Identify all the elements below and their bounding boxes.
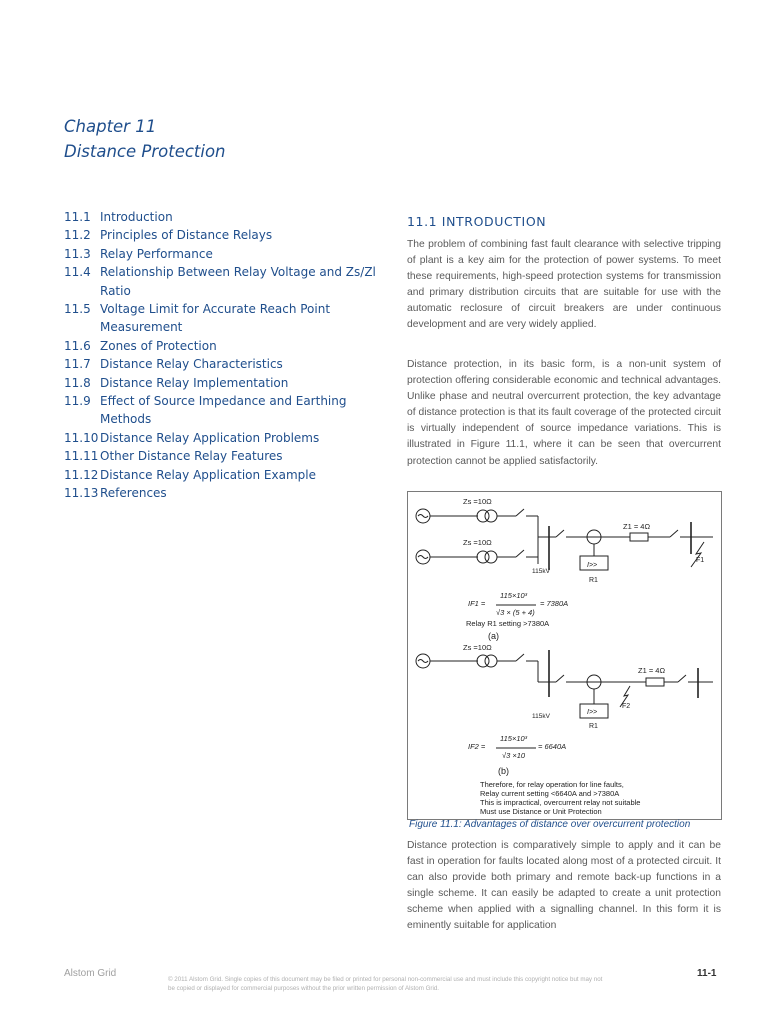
toc-number: 11.8 (64, 375, 91, 390)
toc-title: Introduction (100, 210, 173, 224)
toc-item[interactable] (64, 484, 384, 502)
table-of-contents (64, 208, 384, 503)
toc-title: Other Distance Relay Features (100, 449, 283, 464)
toc-number: 11.9 (64, 394, 91, 409)
toc-title: Distance Relay Application Problems (100, 430, 320, 445)
kv-label-b: 115kV (532, 713, 550, 720)
zs-label-a2: Zs =10Ω (463, 538, 492, 547)
chapter-title: Distance Protection (64, 142, 226, 161)
equation-a-result: = 7380A (540, 599, 569, 608)
zs-label-a1: Zs =10Ω (463, 497, 492, 506)
toc-item[interactable] (64, 374, 384, 392)
z1-label-b: Z1 = 4Ω (638, 666, 666, 675)
footer-company: Alstom Grid (64, 968, 117, 979)
toc-title: Distance Relay Characteristics (100, 357, 283, 372)
toc-title: Relationship Between Relay Voltage and Zs/Zl Ratio (100, 265, 376, 298)
chapter-label: Chapter 11 (64, 117, 157, 136)
toc-number: 11.4 (64, 265, 91, 280)
toc-item[interactable] (64, 429, 384, 447)
toc-number: 11.3 (64, 246, 91, 261)
circuit-svg (408, 492, 721, 819)
toc-title: Distance Relay Implementation (100, 375, 289, 390)
equation-b-numerator: 115×10³ (500, 734, 528, 743)
toc-item[interactable] (64, 392, 384, 429)
equation-a-lhs: IF1 = (468, 599, 486, 608)
equation-a-denominator: √3 × (5 + 4) (496, 608, 535, 617)
figure-part-b-label: (b) (498, 766, 509, 776)
toc-item[interactable] (64, 300, 384, 337)
toc-number: 11.1 (64, 210, 91, 224)
toc-title: Voltage Limit for Accurate Reach Point Measurement (100, 302, 331, 335)
relay-label-a: I>> (587, 562, 598, 569)
toc-item[interactable] (64, 337, 384, 355)
relay-setting-a: Relay R1 setting >7380A (466, 619, 550, 628)
toc-title: Distance Relay Application Example (100, 467, 316, 482)
footer-copyright: © 2011 Alstom Grid. Single copies of this document may be filed or printed for personal non-commercial use and must include this copyright notice but may not be copied or displayed for commercial purposes without the prior written permission of Alstom Grid. (168, 976, 603, 992)
relay-name-a: R1 (589, 577, 598, 584)
toc-title: Effect of Source Impedance and Earthing Methods (100, 394, 347, 427)
figure-part-a-label: (a) (488, 631, 499, 641)
chapter-heading (64, 114, 226, 164)
toc-number: 11.2 (64, 228, 91, 243)
equation-b-denominator: √3 ×10 (502, 751, 526, 760)
toc-item[interactable] (64, 208, 384, 226)
equation-b-lhs: IF2 = (468, 742, 486, 751)
equation-a-numerator: 115×10³ (500, 591, 528, 600)
toc-number: 11.13 (64, 486, 99, 501)
toc-number: 11.12 (64, 467, 99, 482)
kv-label-a: 115kV (532, 568, 550, 575)
z1-label-a: Z1 = 4Ω (623, 522, 651, 531)
toc-item[interactable] (64, 245, 384, 263)
paragraph-2: Distance protection, in its basic form, is a non-unit system of protection offering considerable economic and technical advantages. Unlike phase and neutral overcurrent protection, the key advantage of distance protection is that its fault coverage of the protected circuit is virtually independent of source impedance variations. This is illustrated in Figure 11.1, where it can be seen that overcurrent protection cannot be applied satisfactorily. (407, 359, 721, 467)
equation-b-result: = 6640A (538, 742, 567, 751)
figure-caption: Figure 11.1: Advantages of distance over overcurrent protection (409, 819, 691, 830)
toc-number: 11.7 (64, 357, 91, 372)
toc-item[interactable] (64, 466, 384, 484)
toc-number: 11.11 (64, 449, 99, 464)
toc-title: Principles of Distance Relays (100, 228, 273, 243)
toc-item[interactable] (64, 263, 384, 300)
toc-title: Zones of Protection (100, 338, 217, 353)
fault-f1-label: F1 (696, 557, 705, 564)
toc-title: References (100, 486, 167, 501)
relay-label-b: I>> (587, 709, 598, 716)
toc-number: 11.5 (64, 302, 91, 317)
section-heading: 11.1 INTRODUCTION (407, 214, 547, 229)
conclusion-line-1: Therefore, for relay operation for line faults, (480, 780, 624, 789)
zs-label-b: Zs =10Ω (463, 643, 492, 652)
paragraph-1: The problem of combining fast fault clearance with selective tripping of plant is a key aim for the protection of power systems. To meet these requirements, high-speed protection systems for transmission and primary distribution circuits that are suitable for use with the automatic reclosure of circuit breakers are under continuous development and are very widely applied. (407, 239, 721, 331)
conclusion-line-4: Must use Distance or Unit Protection (480, 807, 602, 816)
toc-title: Relay Performance (100, 246, 213, 261)
fault-f2-label: F2 (622, 703, 631, 710)
toc-item[interactable] (64, 226, 384, 244)
toc-number: 11.10 (64, 430, 99, 445)
toc-item[interactable] (64, 447, 384, 465)
figure-circuit-diagram (407, 491, 722, 820)
conclusion-line-3: This is impractical, overcurrent relay not suitable (480, 798, 641, 807)
toc-item[interactable] (64, 355, 384, 373)
paragraph-3: Distance protection is comparatively simple to apply and it can be fast in operation for faults located along most of a protected circuit. It can also provide both primary and remote back-up functions in a single scheme. It can easily be adapted to create a unit protection scheme when applied with a signalling channel. In this form it is eminently suitable for application (407, 840, 721, 932)
toc-number: 11.6 (64, 338, 91, 353)
page-number: 11-1 (697, 968, 717, 979)
conclusion-line-2: Relay current setting <6640A and >7380A (480, 789, 620, 798)
relay-name-b: R1 (589, 723, 598, 730)
